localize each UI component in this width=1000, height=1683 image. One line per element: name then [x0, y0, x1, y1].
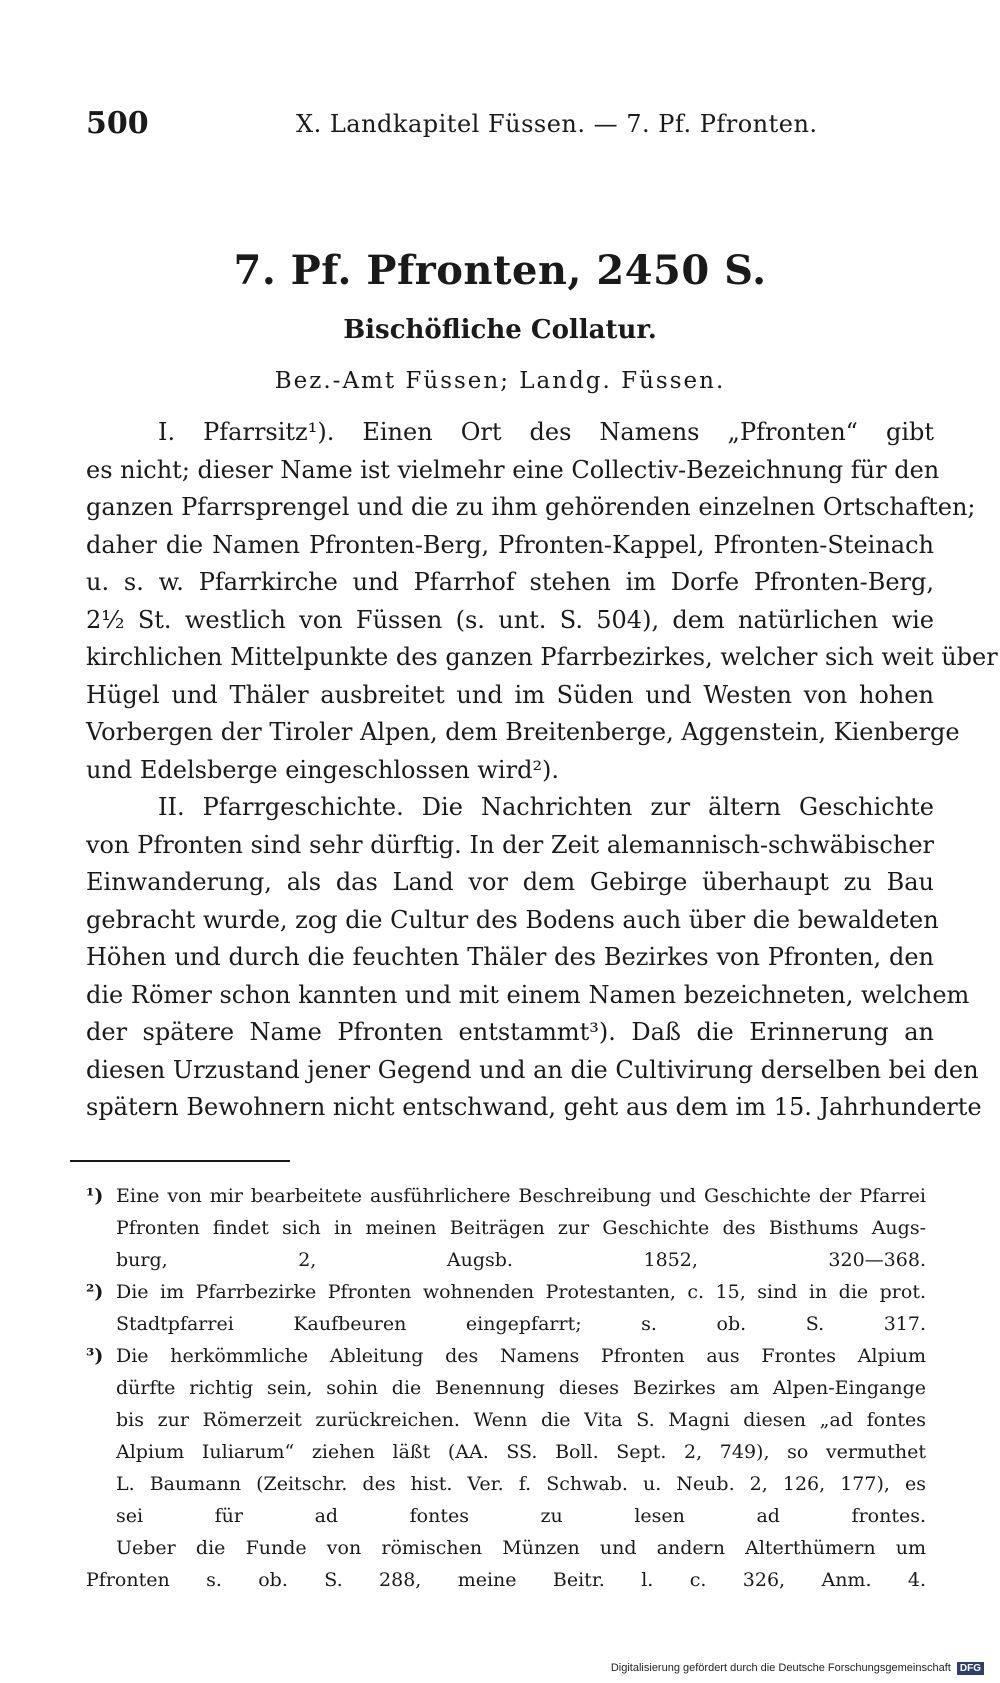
footnote-separator: [70, 1160, 290, 1162]
footnote-line: Alpium Iuliarum“ ziehen läßt (AA. SS. Boll. Sept. 2, 749), so vermuthet: [116, 1441, 926, 1463]
paragraph2-line: Höhen und durch die feuchten Thäler des Bezirkes von Pfronten, den: [86, 943, 934, 971]
paragraph1-line: Vorbergen der Tiroler Alpen, dem Breitenberge, Aggenstein, Kienberge: [86, 718, 960, 746]
paragraph2-line: II. Pfarrgeschichte. Die Nachrichten zur ältern Geschichte: [158, 793, 934, 821]
paragraph2-line: diesen Urzustand jener Gegend und an die Cultivirung derselben bei den: [86, 1055, 979, 1084]
footnote-marker: ¹): [86, 1185, 104, 1207]
section-title: 7. Pf. Pfronten, 2450 S.: [233, 247, 767, 294]
footnote-3: [86, 1340, 926, 1532]
paragraph2-line: von Pfronten sind sehr dürftig. In der Zeit alemannisch-schwäbischer: [86, 830, 934, 859]
paragraph2-line: gebracht wurde, zog die Cultur des Bodens auch über die bewaldeten: [86, 905, 939, 934]
page-number: 500: [86, 106, 149, 141]
footnote-line: bis zur Römerzeit zurückreichen. Wenn die Vita S. Magni diesen „ad fontes: [116, 1409, 926, 1431]
footnote-text: Eine von mir bearbeitete ausführlichere Beschreibung und Geschichte der Pfarrei: [116, 1185, 926, 1207]
district-line: Bez.-Amt Füssen; Landg. Füssen.: [274, 368, 726, 394]
footnote-line: Stadtpfarrei Kaufbeuren eingepfarrt; s. ob. S. 317.: [116, 1313, 926, 1335]
paragraph1-line: ganzen Pfarrsprengel und die zu ihm gehörenden einzelnen Ortschaften;: [86, 493, 976, 521]
footnote-line: Pfronten findet sich in meinen Beiträgen zur Geschichte des Bisthums Augs-: [116, 1217, 926, 1239]
footnote-1: [86, 1180, 926, 1276]
footnote-line: dürfte richtig sein, sohin die Benennung dieses Bezirkes am Alpen-Eingange: [116, 1377, 926, 1399]
paragraph2-line: die Römer schon kannten und mit einem Namen bezeichneten, welchem: [86, 980, 970, 1009]
footnote-line: Ueber die Funde von römischen Münzen und andern Alterthümern um: [116, 1537, 926, 1559]
footnote-line: [86, 1276, 926, 1308]
running-head: X. Landkapitel Füssen. — 7. Pf. Pfronten.: [296, 110, 818, 138]
credit-text: Digitalisierung gefördert durch die Deutsche Forschungsgemeinschaft: [610, 1662, 951, 1674]
footnotes: [86, 1180, 926, 1596]
footnote-text: Die im Pfarrbezirke Pfronten wohnenden Protestanten, c. 15, sind in die prot.: [116, 1281, 926, 1303]
footnote-line: sei für ad fontes zu lesen ad frontes.: [116, 1505, 926, 1527]
paragraph1-line: kirchlichen Mittelpunkte des ganzen Pfarrbezirkes, welcher sich weit über: [86, 643, 998, 671]
running-header: [86, 106, 916, 146]
paragraph1-line: daher die Namen Pfronten-Berg, Pfronten-Kappel, Pfronten-Steinach: [86, 530, 934, 559]
paragraph1-line: Hügel und Thäler ausbreitet und im Süden und Westen von hohen: [86, 680, 934, 709]
paragraph1-line: und Edelsberge eingeschlossen wird²).: [86, 755, 560, 784]
digitization-credit: [611, 1662, 984, 1675]
paragraph1-line: 2½ St. westlich von Füssen (s. unt. S. 504), dem natürlichen wie: [86, 605, 934, 634]
footnote-line: L. Baumann (Zeitschr. des hist. Ver. f. Schwab. u. Neub. 2, 126, 177), es: [116, 1473, 926, 1495]
footnote-marker: ²): [86, 1281, 104, 1303]
paragraph2-line: der spätere Name Pfronten entstammt³). Daß die Erinnerung an: [86, 1018, 934, 1046]
footnote-text: Die herkömmliche Ableitung des Namens Pfronten aus Frontes Alpium: [116, 1345, 926, 1367]
paragraph2-line: spätern Bewohnern nicht entschwand, geht aus dem im 15. Jahrhunderte: [86, 1093, 982, 1121]
footnote-line: Pfronten s. ob. S. 288, meine Beitr. l. c. 326, Anm. 4.: [86, 1569, 926, 1591]
paragraph1-line: es nicht; dieser Name ist vielmehr eine Collectiv-Bezeichnung für den: [86, 455, 940, 484]
section-subtitle: Bischöfliche Collatur.: [343, 315, 657, 345]
footnote-2: [86, 1276, 926, 1340]
footnote-addendum: [86, 1532, 926, 1596]
footnote-line: [86, 1180, 926, 1212]
footnote-line: [86, 1340, 926, 1372]
paragraph2-line: Einwanderung, als das Land vor dem Gebirge überhaupt zu Bau: [86, 868, 934, 896]
footnote-marker: ³): [86, 1345, 104, 1367]
dfg-logo: DFG: [957, 1662, 984, 1675]
footnote-line: burg, 2, Augsb. 1852, 320—368.: [116, 1249, 926, 1271]
paragraph1-line: u. s. w. Pfarrkirche und Pfarrhof stehen im Dorfe Pfronten-Berg,: [86, 568, 934, 596]
body-text: [86, 414, 998, 1127]
paragraph1-line: I. Pfarrsitz¹). Einen Ort des Namens „Pfronten“ gibt: [158, 418, 934, 446]
